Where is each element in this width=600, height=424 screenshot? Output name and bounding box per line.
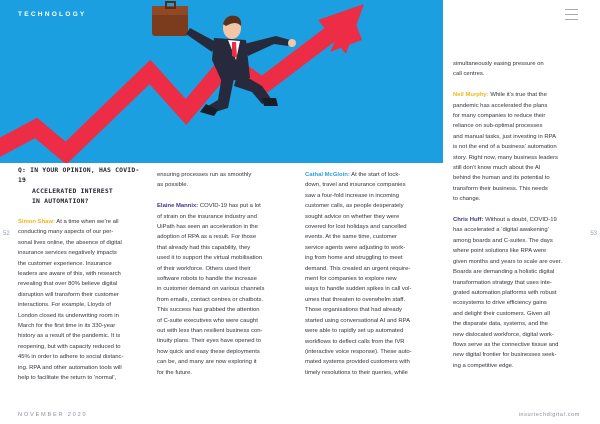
question-line: IN AUTOMATION? xyxy=(32,197,89,206)
paragraph-line: transformation strategy that uses inte- xyxy=(453,279,552,286)
paragraph-line: events. At the same time, customer xyxy=(305,234,397,241)
paragraph-line: sought advice on whether they were xyxy=(305,213,400,220)
speaker-name: Neil Murphy: xyxy=(453,92,489,99)
paragraph-line: Those organisations that had already xyxy=(305,307,402,314)
paragraph-line: call centres. xyxy=(453,71,485,78)
paragraph-line: ing. RPA and other automation tools will xyxy=(18,364,122,371)
paragraph-line: software robots to handle the increase xyxy=(157,276,257,283)
paragraph-line: (interactive voice response). These auto- xyxy=(305,348,412,355)
paragraph-line: London closed its underwriting room in xyxy=(18,312,119,319)
paragraph-line: timely resolutions to their queries, while xyxy=(305,369,408,376)
paragraph-line: simultaneously easing pressure on xyxy=(453,61,544,67)
article-column-4 xyxy=(453,59,585,371)
paragraph-line: how quick and easy these deployments xyxy=(157,348,260,355)
paragraph-line: the customer experience. Insurance xyxy=(18,260,112,267)
paragraph-line: Neil Murphy: While it’s true that the xyxy=(453,92,547,99)
paragraph-line: covered for lost holidays and cancelled xyxy=(305,224,407,231)
paragraph-line: revealing that over 80% believe digital xyxy=(18,281,118,288)
question-line: ACCELERATED INTEREST xyxy=(32,186,113,195)
paragraph-line: started using conversational AI and RPA xyxy=(305,317,411,324)
page-number-left: 52 xyxy=(3,231,10,237)
paragraph-line: ensuring processes run as smoothly xyxy=(157,172,252,178)
paragraph-line: history as a result of the pandemic. It is xyxy=(18,333,121,340)
paragraph-line: among boards and C-suites. The days xyxy=(453,237,553,244)
paragraph-line: interactions. For example, Lloyds of xyxy=(18,302,111,309)
paragraph-line: can be, and many are now exploring it xyxy=(157,359,257,366)
paragraph-line: still don’t know much about the AI xyxy=(453,165,541,172)
footer-issue-date: NOVEMBER 2020 xyxy=(18,412,88,418)
paragraph-line: for the future. xyxy=(157,369,193,376)
paragraph-line: disruption will transform their customer xyxy=(18,291,119,298)
paragraph-line: UiPath has seen an acceleration in the xyxy=(157,224,258,231)
paragraph-line: Elaine Mannix: COVID-19 has put a lot xyxy=(157,203,261,210)
paragraph-line: used it to support the virtual mobilisation xyxy=(157,255,263,262)
question-heading xyxy=(18,165,145,207)
paragraph-line: help to facilitate the return to ‘normal’, xyxy=(18,375,117,382)
paragraph-line: saw a four-fold increase in incoming xyxy=(305,192,399,199)
paragraph-line: from emails, contact centres or chatbots. xyxy=(157,296,264,303)
paragraph-line: pandemic has accelerated the plans xyxy=(453,102,548,109)
paragraph-line: as possible. xyxy=(157,182,189,189)
paragraph-line: down, travel and insurance companies xyxy=(305,182,406,189)
paragraph-line: workflows to deflect calls from the IVR xyxy=(305,338,405,345)
paragraph-line: where point solutions like RPA were xyxy=(453,248,547,255)
paragraph-line: This success has grabbed the attention xyxy=(157,307,260,314)
paragraph-line: reliance on sub-optimal processes xyxy=(453,123,543,130)
paragraph-line: demand. This created an urgent require- xyxy=(305,265,411,272)
paragraph-line: ecosystems to drive efficiency gains xyxy=(453,300,547,307)
paragraph-line: and manual tasks, just investing in RPA xyxy=(453,133,557,140)
hamburger-menu-icon[interactable] xyxy=(565,9,578,20)
paragraph-line: ment for companies to explore new xyxy=(305,276,397,283)
paragraph-line: that already had this capability, they xyxy=(157,244,251,251)
paragraph-line: the disparate data, systems, and the xyxy=(453,321,548,328)
paragraph-line: Chris Huff: Without a doubt, COVID-19 xyxy=(453,217,557,224)
article-column-1 xyxy=(18,165,145,384)
paragraph-line: customer calls, as people desperately xyxy=(305,203,404,210)
paragraph-line: service agents were adjusting to work- xyxy=(305,244,406,251)
paragraph-line: behind the human and its potential to xyxy=(453,175,550,182)
paragraph-line: flows serve as the connective tissue and xyxy=(453,341,559,348)
paragraph-line: out with less than resilient business con- xyxy=(157,328,263,335)
paragraph-line: umes that threaten to overwhelm staff. xyxy=(305,296,406,303)
paragraph-line: adoption of RPA as a result. For those xyxy=(157,234,257,241)
paragraph-line: story. Right now, many business leaders xyxy=(453,154,558,161)
paragraph-line: mated systems provided customers with xyxy=(305,359,410,366)
paragraph-line: grated automation platforms with robust xyxy=(453,289,557,296)
paragraph-line: and delight their customers. Given all xyxy=(453,310,550,317)
paragraph-line: ing a competitive edge. xyxy=(453,362,514,369)
paragraph-line: has accelerated a ‘digital awakening’ xyxy=(453,227,549,234)
paragraph-line: tinuity plans. Their eyes have opened to xyxy=(157,338,262,345)
paragraph-line: ways to handle sudden spikes in call vol- xyxy=(305,286,412,293)
paragraph-line: Boards are demanding a holistic digital xyxy=(453,269,555,276)
speaker-name: Elaine Mannix: xyxy=(157,203,199,210)
paragraph-line: of C-suite executives who were caught xyxy=(157,317,258,324)
article-column-3 xyxy=(305,170,443,378)
paragraph-line: of their workforce. Others used their xyxy=(157,265,251,272)
paragraph-line: 45% in order to adhere to social distanc- xyxy=(18,354,124,361)
paragraph-line: is not the end of a business’ automation xyxy=(453,144,557,151)
paragraph-line: insurance services negatively impacts xyxy=(18,250,117,257)
question-line: Q: IN YOUR OPINION, HAS COVID-19 xyxy=(18,166,140,185)
footer-website-link[interactable]: insurtechdigital.com xyxy=(518,412,580,418)
paragraph-line: transform their business. This needs xyxy=(453,185,548,192)
paragraph-line: sonal lives online, the absence of digital xyxy=(18,239,122,246)
paragraph-line: Cathal McGloin: At the start of lock- xyxy=(305,172,401,178)
paragraph-line: Simon Shaw: At a time when we’re all xyxy=(18,219,119,226)
businessman-arrow-illustration xyxy=(0,0,443,163)
article-column-2 xyxy=(157,170,295,378)
speaker-name: Chris Huff: xyxy=(453,217,484,224)
briefcase-icon xyxy=(152,2,188,36)
paragraph-line: for many companies to reduce their xyxy=(453,113,546,120)
paragraph-line: leaders are aware of this, with research xyxy=(18,271,121,278)
page-number-right: 53 xyxy=(590,231,597,237)
hero-illustration xyxy=(0,0,443,163)
paragraph-line: March for the first time in its 330-year xyxy=(18,323,116,330)
paragraph-line: conducting many aspects of our per- xyxy=(18,229,114,236)
paragraph-line: given months and years to scale are over. xyxy=(453,258,563,265)
paragraph-line: ing from home and struggling to meet xyxy=(305,255,403,262)
paragraph-line: new digital frontier for businesses seek- xyxy=(453,352,557,359)
paragraph-line: were able to rapidly set up automated xyxy=(305,328,404,335)
paragraph-line: reopening, but with capacity reduced to xyxy=(18,343,121,350)
speaker-name: Cathal McGloin: xyxy=(305,172,350,178)
paragraph-line: of strain on the insurance industry and xyxy=(157,213,257,220)
paragraph-line: to change. xyxy=(453,196,481,203)
paragraph-line: new dislocated workforce, digital work- xyxy=(453,331,554,338)
section-label: TECHNOLOGY xyxy=(18,11,87,18)
speaker-name: Simon Shaw: xyxy=(18,219,55,226)
paragraph-line: in customer demand on various channels xyxy=(157,286,265,293)
